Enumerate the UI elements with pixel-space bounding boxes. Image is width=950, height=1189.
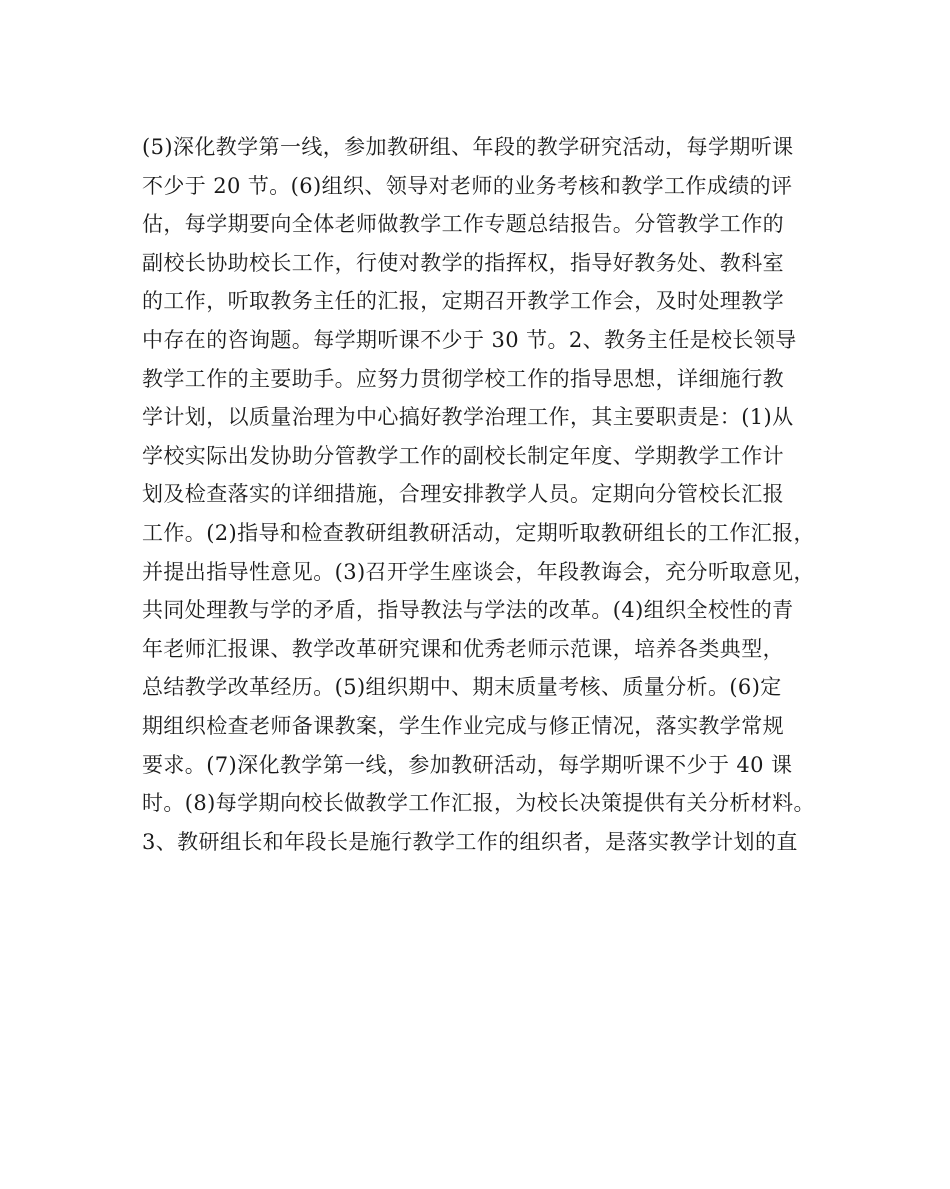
text-line: 要求。(7)深化教学第一线，参加教研活动，每学期听课不少于 40 课 — [142, 752, 793, 777]
text-line: 学校实际出发协助分管教学工作的副校长制定年度、学期教学工作计 — [142, 443, 784, 468]
text-line: 划及检查落实的详细措施，合理安排教学人员。定期向分管校长汇报 — [142, 482, 784, 507]
text-line: 总结教学改革经历。(5)组织期中、期末质量考核、质量分析。(6)定 — [142, 675, 782, 700]
text-line: 教学工作的主要助手。应努力贯彻学校工作的指导思想，详细施行教 — [142, 366, 784, 391]
text-line: 不少于 20 节。(6)组织、领导对老师的业务考核和教学工作成绩的评 — [142, 173, 793, 198]
text-line: 工作。(2)指导和检查教研组教研活动，定期听取教研组长的工作汇报， — [142, 520, 815, 545]
text-line: 并提出指导性意见。(3)召开学生座谈会，年段教诲会，充分听取意见， — [142, 559, 815, 584]
body-text — [142, 128, 814, 861]
text-line: 期组织检查老师备课教案，学生作业完成与修正情况，落实教学常规 — [142, 713, 784, 738]
text-line: 共同处理教与学的矛盾，指导教法与学法的改革。(4)组织全校性的青 — [142, 598, 794, 623]
text-line: 的工作，听取教务主任的汇报，定期召开教学工作会，及时处理教学 — [142, 289, 784, 314]
text-line: 中存在的咨询题。每学期听课不少于 30 节。2、教务主任是校长领导 — [142, 327, 797, 352]
text-line: 年老师汇报课、教学改革研究课和优秀老师示范课，培养各类典型， — [142, 636, 784, 661]
text-line: 估，每学期要向全体老师做教学工作专题总结报告。分管教学工作的 — [142, 212, 784, 237]
text-line: 3、教研组长和年段长是施行教学工作的组织者，是落实教学计划的直 — [142, 829, 798, 854]
text-line: 副校长协助校长工作，行使对教学的指挥权，指导好教务处、教科室 — [142, 250, 784, 275]
text-line: 学计划，以质量治理为中心搞好教学治理工作，其主要职责是：(1)从 — [142, 405, 794, 430]
text-line: (5)深化教学第一线，参加教研组、年段的教学研究活动，每学期听课 — [142, 135, 794, 159]
text-line: 时。(8)每学期向校长做教学工作汇报，为校长决策提供有关分析材料。 — [142, 791, 815, 816]
